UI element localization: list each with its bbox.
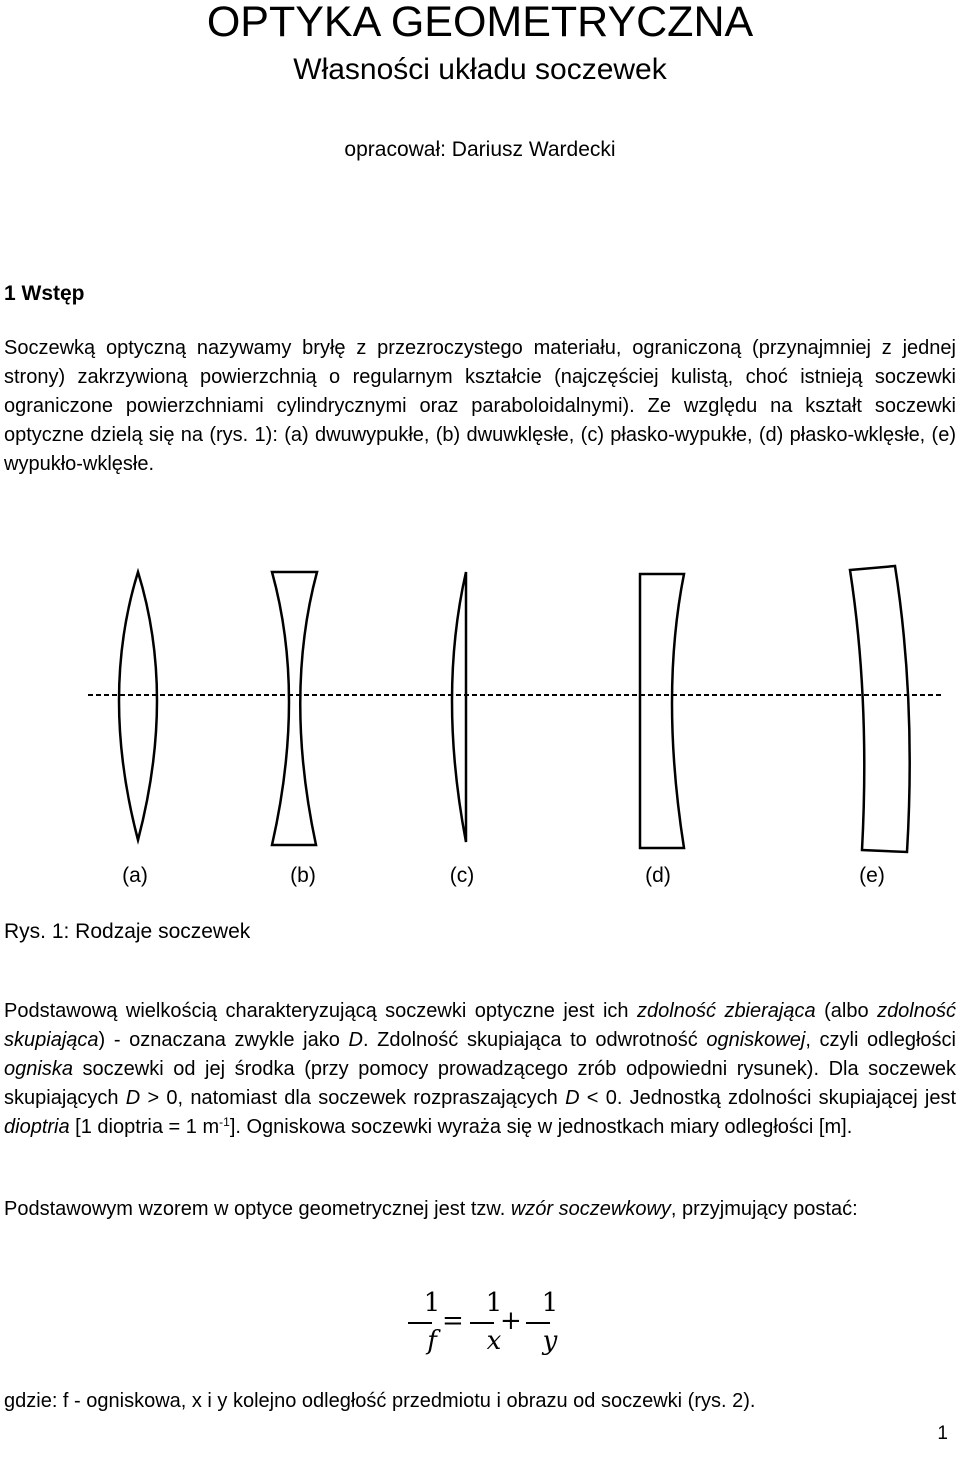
intro-paragraph: Soczewką optyczną nazywamy bryłę z przezroczystego materiału, ograniczoną (przynajmniej z jednej strony) zakrzywioną powierzchnią o regularnym kształcie (najczęściej kulistą, choć istnieją soczewki ograniczone powierzchniami cylindrycznymi oraz paraboloidalnymi). Ze względu na kształt soczewki optyczne dzielą się na (rys. 1): (a) dwuwypukłe, (b) dwuwklęsłe, (c) płasko-wypukłe, (d) płasko-wklęsłe, (e) wypukło-wklęsłe. — [4, 337, 956, 475]
document-subtitle: Własności układu soczewek — [293, 53, 667, 86]
lens-convex-concave — [850, 566, 910, 852]
document-title: OPTYKA GEOMETRYCZNA — [206, 0, 754, 46]
page-number: 1 — [937, 1423, 948, 1444]
lens-plano-concave — [640, 574, 684, 848]
section-heading: 1 Wstęp — [4, 282, 85, 305]
formula-intro-paragraph: Podstawowym wzorem w optyce geometrycznej jest tzw. wzór soczewkowy, przyjmujący postać: — [4, 1198, 858, 1220]
figure-label-c: (c) — [449, 864, 475, 887]
figure-caption: Rys. 1: Rodzaje soczewek — [4, 920, 251, 943]
formula-explanation: gdzie: f - ogniskowa, x i y kolejno odległość przedmiotu i obrazu od soczewki (rys. 2). — [4, 1390, 756, 1412]
plus-sign: + — [500, 1306, 522, 1336]
lens-formula: 1 f = 1 x + 1 y — [400, 1288, 560, 1360]
lens-biconvex — [119, 572, 157, 840]
lens-types-figure — [0, 560, 960, 860]
figure-label-a: (a) — [122, 864, 148, 887]
author-line: opracował: Dariusz Wardecki — [344, 138, 616, 161]
lens-biconcave — [272, 572, 317, 845]
figure-label-e: (e) — [859, 864, 885, 887]
equals-sign: = — [442, 1306, 464, 1336]
figure-label-b: (b) — [290, 864, 316, 887]
lens-plano-convex — [452, 572, 466, 842]
figure-label-d: (d) — [645, 864, 671, 887]
optical-power-paragraph: Podstawową wielkością charakteryzującą soczewki optyczne jest ich zdolność zbierająca (albo zdolność skupiająca) - oznaczana zwykle jako D. Zdolność skupiająca to odwrotność ogniskowej, czyli odległości ogniska soczewki od jej środka (przy pomocy prowadzącego zrób odpowiedni rysunek). Dla soczewek skupiających D > 0, natomiast dla soczewek rozpraszających D < 0. Jednostką zdolności skupiającej jest dioptria [1 dioptria = 1 $m^{-1}$]. Ogniskowa soczewki wyraża się w jednostkach miary odległości [m]. — [4, 1000, 957, 1138]
